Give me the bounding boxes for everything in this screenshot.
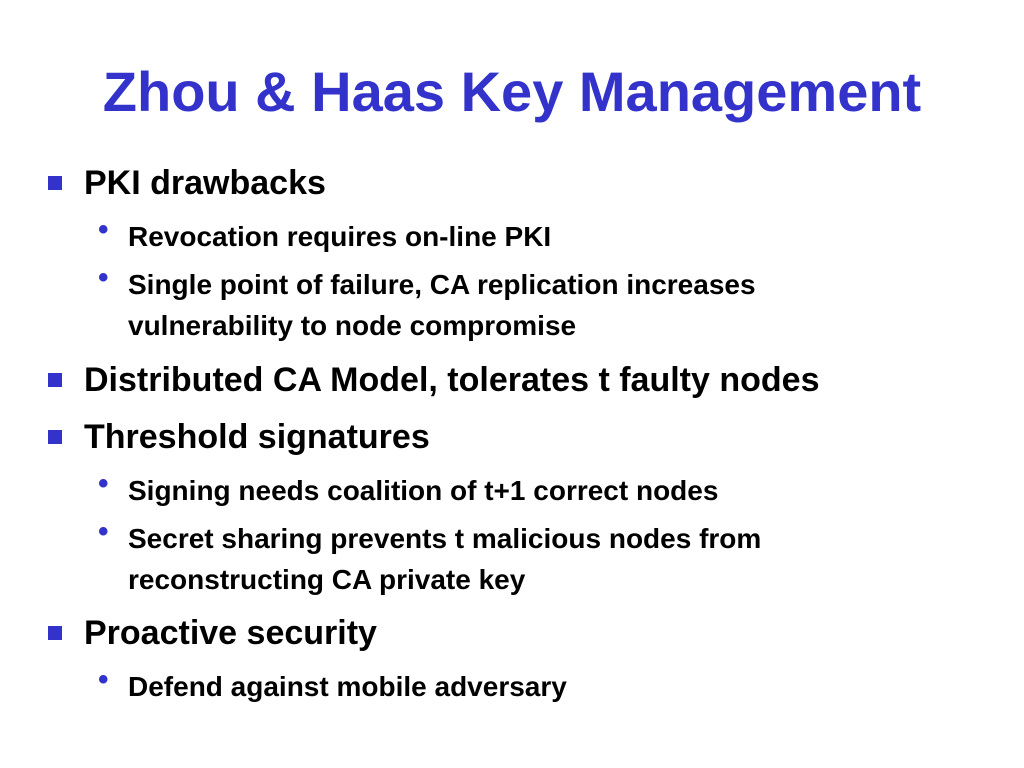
bullet-text: Proactive security [84,614,377,652]
sub-bullet-text: Single point of failure, CA replication increases [128,269,756,300]
square-bullet-icon [48,373,62,387]
slide-title: Zhou & Haas Key Management [102,60,922,123]
sub-bullet-text: Signing needs coalition of t+1 correct nodes [128,475,719,506]
dot-bullet-icon: • [98,663,109,696]
sub-bullet-text-continued: reconstructing CA private key [128,564,526,595]
square-bullet-icon [48,176,62,190]
dot-bullet-icon: • [98,467,109,500]
sub-bullet-text: Secret sharing prevents t malicious nodes from [128,523,762,554]
dot-bullet-icon: • [98,261,109,294]
bullet-text: Distributed CA Model, tolerates t faulty nodes [84,361,820,399]
sub-bullet-text-continued: vulnerability to node compromise [128,310,577,341]
sub-bullet-text: Defend against mobile adversary [128,671,567,702]
dot-bullet-icon: • [98,213,109,246]
bullet-text: PKI drawbacks [84,164,326,202]
dot-bullet-icon: • [98,515,109,548]
square-bullet-icon [48,626,62,640]
square-bullet-icon [48,430,62,444]
bullet-text: Threshold signatures [84,418,430,456]
sub-bullet-text: Revocation requires on-line PKI [128,221,552,252]
